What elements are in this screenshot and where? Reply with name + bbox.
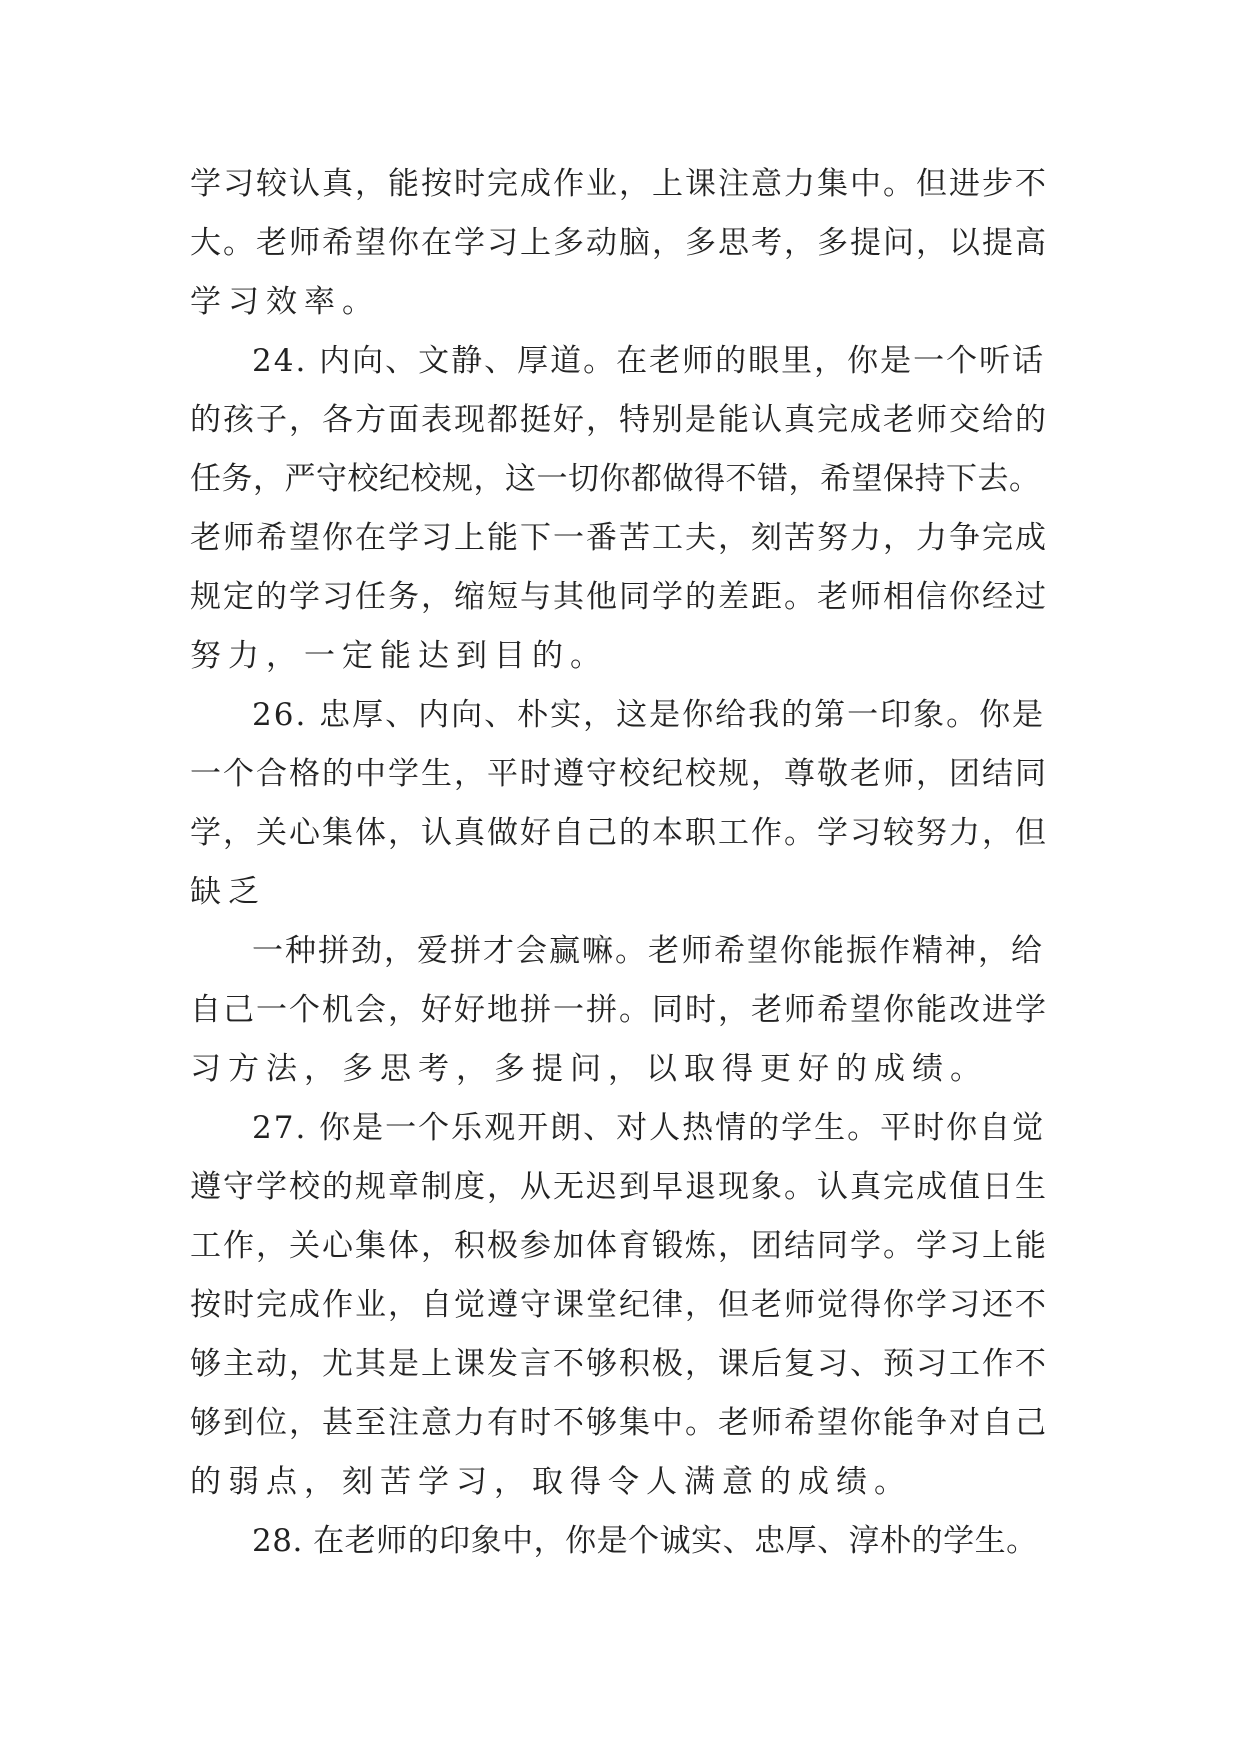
paragraph-continuation: 一种拼劲，爱拼才会赢嘛。老师希望你能振作精神，给 <box>252 933 1044 969</box>
text-line: 习方法，多思考，多提问，以取得更好的成绩。 <box>190 1051 988 1087</box>
text-line: 的弱点，刻苦学习，取得令人满意的成绩。 <box>190 1464 912 1500</box>
text-line: 任务，严守校纪校规，这一切你都做得不错，希望保持下去。 <box>190 461 1041 497</box>
text-line: 老师希望你在学习上能下一番苦工夫，刻苦努力，力争完成 <box>190 520 1048 556</box>
text-line: 工作，关心集体，积极参加体育锻炼，团结同学。学习上能 <box>190 1228 1048 1264</box>
paragraph-24-start: 24. 内向、文静、厚道。在老师的眼里，你是一个听话 <box>252 343 1046 379</box>
paragraph-28-start: 28. 在老师的印象中，你是个诚实、忠厚、淳朴的学生。 <box>252 1523 1038 1559</box>
text-line: 遵守学校的规章制度，从无迟到早退现象。认真完成值日生 <box>190 1169 1048 1205</box>
document-body <box>190 155 1050 1571</box>
text-line: 够到位，甚至注意力有时不够集中。老师希望你能争对自己 <box>190 1405 1048 1441</box>
text-line: 规定的学习任务，缩短与其他同学的差距。老师相信你经过 <box>190 579 1048 615</box>
text-line: 够主动，尤其是上课发言不够积极，课后复习、预习工作不 <box>190 1346 1048 1382</box>
text-line: 学习效率。 <box>190 284 380 320</box>
text-line: 学，关心集体，认真做好自己的本职工作。学习较努力，但 <box>190 815 1048 851</box>
text-line: 学习较认真，能按时完成作业，上课注意力集中。但进步不 <box>190 166 1048 202</box>
text-line: 缺乏 <box>190 874 266 910</box>
text-line: 自己一个机会，好好地拼一拼。同时，老师希望你能改进学 <box>190 992 1048 1028</box>
text-line: 努力，一定能达到目的。 <box>190 638 608 674</box>
text-line: 一个合格的中学生，平时遵守校纪校规，尊敬老师，团结同 <box>190 756 1048 792</box>
text-line: 按时完成作业，自觉遵守课堂纪律，但老师觉得你学习还不 <box>190 1287 1048 1323</box>
text-line: 的孩子，各方面表现都挺好，特别是能认真完成老师交给的 <box>190 402 1048 438</box>
paragraph-26-start: 26. 忠厚、内向、朴实，这是你给我的第一印象。你是 <box>252 697 1046 733</box>
paragraph-27-start: 27. 你是一个乐观开朗、对人热情的学生。平时你自觉 <box>252 1110 1046 1146</box>
text-line: 大。老师希望你在学习上多动脑，多思考，多提问，以提高 <box>190 225 1048 261</box>
